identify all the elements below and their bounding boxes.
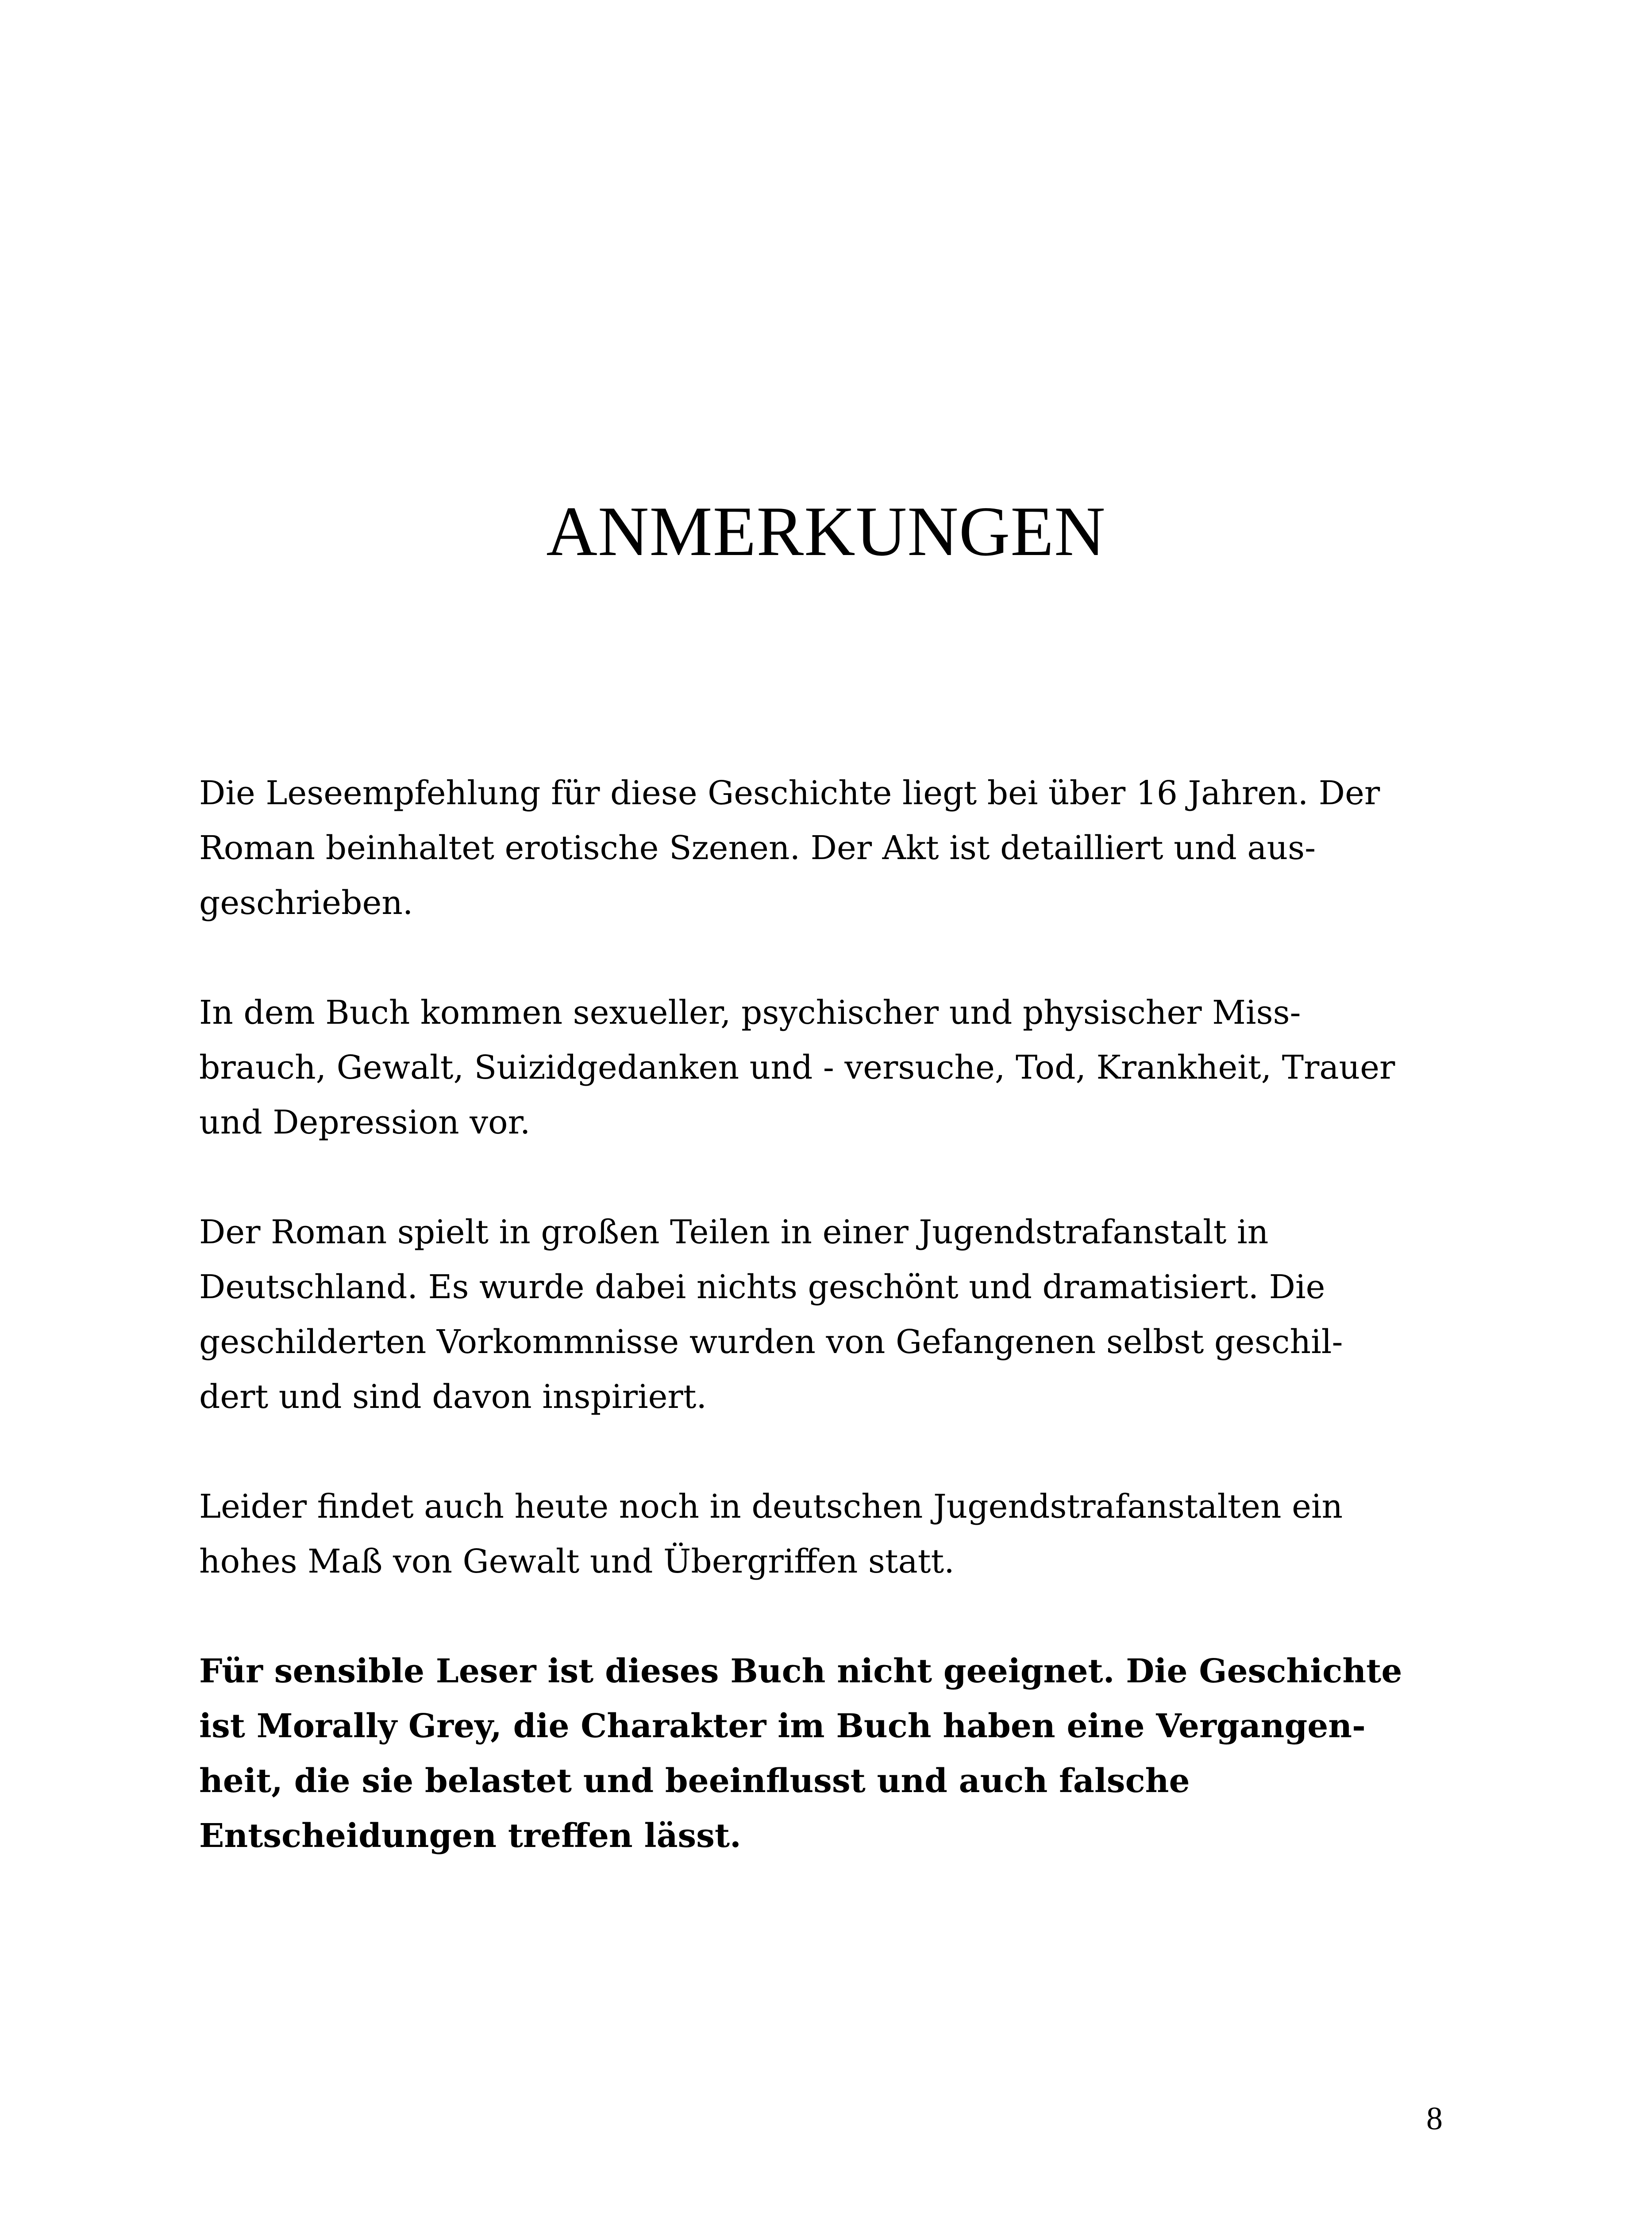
text-line: ist Morally Grey, die Charakter im Buch haben eine Vergangen- — [199, 1707, 1366, 1745]
text-line: Deutschland. Es wurde dabei nichts geschönt und dramatisiert. Die — [199, 1268, 1325, 1306]
text-line: dert und sind davon inspiriert. — [199, 1378, 707, 1416]
paragraph-4 — [199, 1479, 1483, 1589]
text-line: In dem Buch kommen sexueller, psychischer und physischer Miss- — [199, 994, 1301, 1032]
text-line: Entscheidungen treffen lässt. — [199, 1817, 741, 1855]
body-text — [199, 766, 1483, 1918]
text-line: und Depression vor. — [199, 1103, 531, 1141]
text-line: Für sensible Leser ist dieses Buch nicht geeignet. Die Geschichte — [199, 1652, 1402, 1690]
paragraph-2 — [199, 985, 1483, 1150]
text-line: brauch, Gewalt, Suizidgedanken und - versuche, Tod, Krankheit, Trauer — [199, 1049, 1395, 1087]
text-line: geschilderten Vorkommnisse wurden von Gefangenen selbst geschil- — [199, 1323, 1343, 1361]
paragraph-1 — [199, 766, 1483, 930]
text-line: geschrieben. — [199, 884, 413, 922]
text-line: Leider findet auch heute noch in deutschen Jugendstrafanstalten ein — [199, 1488, 1343, 1526]
text-line: heit, die sie belastet und beeinflusst und auch falsche — [199, 1762, 1190, 1800]
paragraph-3 — [199, 1205, 1483, 1424]
text-line: Die Leseempfehlung für diese Geschichte liegt bei über 16 Jahren. Der — [199, 774, 1380, 812]
text-line: hohes Maß von Gewalt und Übergriffen statt. — [199, 1542, 955, 1581]
text-line: Der Roman spielt in großen Teilen in einer Jugendstrafanstalt in — [199, 1213, 1269, 1251]
text-line: Roman beinhaltet erotische Szenen. Der Akt ist detailliert und aus- — [199, 829, 1316, 867]
page-title: ANMERKUNGEN — [546, 492, 1106, 571]
paragraph-warning — [199, 1644, 1483, 1863]
page-number: 8 — [1426, 2101, 1443, 2137]
